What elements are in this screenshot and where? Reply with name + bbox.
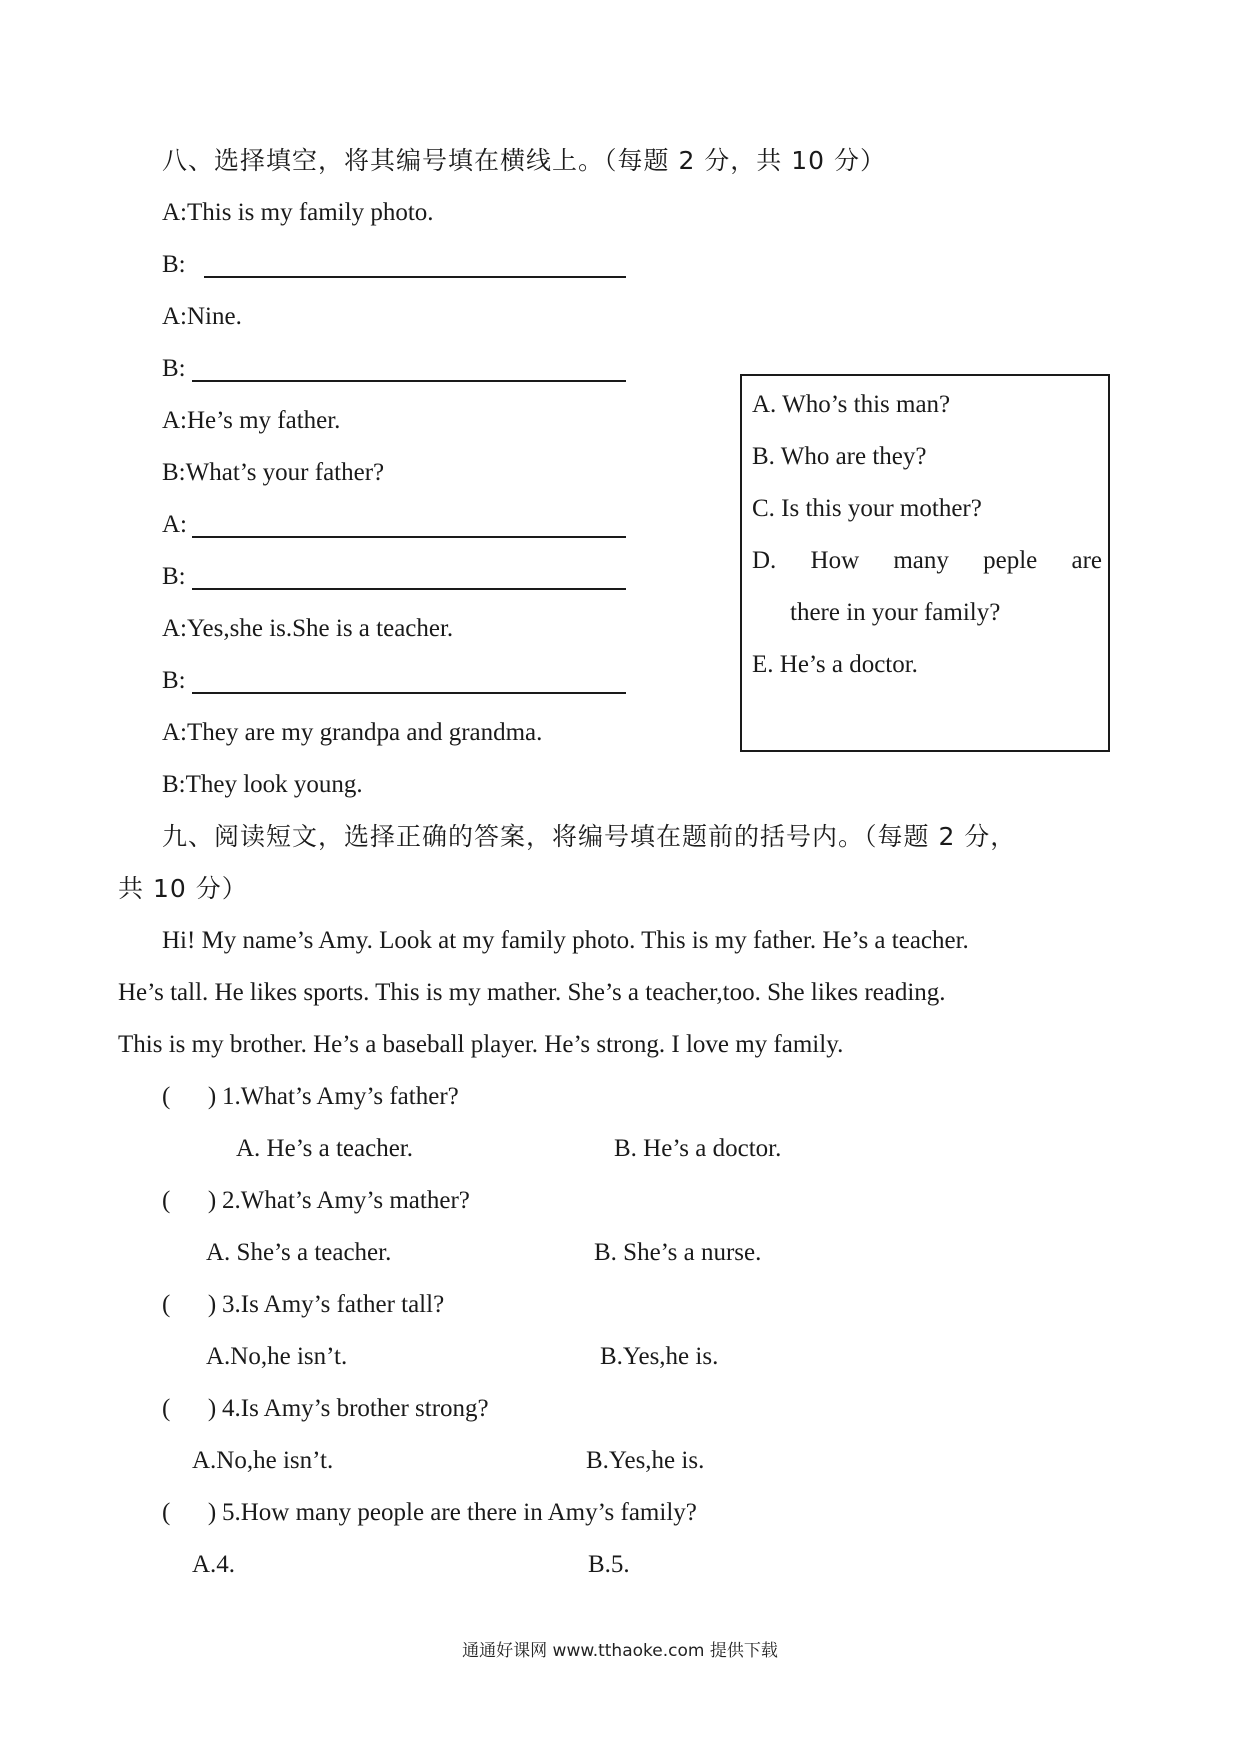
option-d: D. How many peple are xyxy=(752,547,1102,574)
question-3: 3.Is Amy’s father tall? xyxy=(222,1291,445,1318)
dialogue-line-6: B:What’s your father? xyxy=(162,459,385,486)
answer-blank-4[interactable] xyxy=(192,588,626,590)
answer-blank-1[interactable] xyxy=(204,276,626,278)
answer-bracket-5[interactable]: ( ) xyxy=(162,1499,217,1526)
question-2-option-a: A. She’s a teacher. xyxy=(206,1239,392,1266)
question-4-option-a: A.No,he isn’t. xyxy=(192,1447,334,1474)
passage-line-2: He’s tall. He likes sports. This is my mather. She’s a teacher,too. She likes reading. xyxy=(118,979,946,1006)
dialogue-line-3: A:Nine. xyxy=(162,303,242,330)
option-b: B. Who are they? xyxy=(752,443,927,470)
dialogue-line-10: B: xyxy=(162,667,186,694)
question-4: 4.Is Amy’s brother strong? xyxy=(222,1395,489,1422)
question-5-option-a: A.4. xyxy=(192,1551,236,1578)
dialogue-line-5: A:He’s my father. xyxy=(162,407,341,434)
answer-bracket-2[interactable]: ( ) xyxy=(162,1187,217,1214)
question-2-option-b: B. She’s a nurse. xyxy=(594,1239,762,1266)
footer-credit: 通通好课网 www.tthaoke.com 提供下载 xyxy=(462,1641,778,1661)
dialogue-line-4: B: xyxy=(162,355,186,382)
question-2: 2.What’s Amy’s mather? xyxy=(222,1187,470,1214)
passage-line-1: Hi! My name’s Amy. Look at my family photo. This is my father. He’s a teacher. xyxy=(162,927,969,954)
options-box xyxy=(740,374,1110,752)
dialogue-line-9: A:Yes,she is.She is a teacher. xyxy=(162,615,454,642)
section9-heading: 九、阅读短文，选择正确的答案，将编号填在题前的括号内。（每题 2 分， xyxy=(162,822,1017,851)
dialogue-line-12: B:They look young. xyxy=(162,771,363,798)
answer-blank-2[interactable] xyxy=(192,380,626,382)
option-d-continued: there in your family? xyxy=(790,599,1001,626)
question-3-option-a: A.No,he isn’t. xyxy=(206,1343,348,1370)
question-3-option-b: B.Yes,he is. xyxy=(600,1343,719,1370)
question-4-option-b: B.Yes,he is. xyxy=(586,1447,705,1474)
question-1-option-b: B. He’s a doctor. xyxy=(614,1135,782,1162)
answer-bracket-4[interactable]: ( ) xyxy=(162,1395,217,1422)
dialogue-line-1: A:This is my family photo. xyxy=(162,199,434,226)
answer-blank-5[interactable] xyxy=(192,692,626,694)
dialogue-line-2: B: xyxy=(162,251,186,278)
question-1: 1.What’s Amy’s father? xyxy=(222,1083,459,1110)
question-5: 5.How many people are there in Amy’s family? xyxy=(222,1499,697,1526)
answer-bracket-3[interactable]: ( ) xyxy=(162,1291,217,1318)
dialogue-line-8: B: xyxy=(162,563,186,590)
passage-line-3: This is my brother. He’s a baseball player. He’s strong. I love my family. xyxy=(118,1031,844,1058)
option-a: A. Who’s this man? xyxy=(752,391,951,418)
option-c: C. Is this your mother? xyxy=(752,495,982,522)
section9-heading-continued: 共 10 分） xyxy=(118,874,248,903)
dialogue-line-7: A: xyxy=(162,511,187,538)
question-1-option-a: A. He’s a teacher. xyxy=(236,1135,414,1162)
dialogue-line-11: A:They are my grandpa and grandma. xyxy=(162,719,543,746)
answer-bracket-1[interactable]: ( ) xyxy=(162,1083,217,1110)
option-e: E. He’s a doctor. xyxy=(752,651,918,678)
question-5-option-b: B.5. xyxy=(588,1551,630,1578)
answer-blank-3[interactable] xyxy=(192,536,626,538)
section8-heading: 八、选择填空，将其编号填在横线上。（每题 2 分，共 10 分） xyxy=(162,146,887,175)
